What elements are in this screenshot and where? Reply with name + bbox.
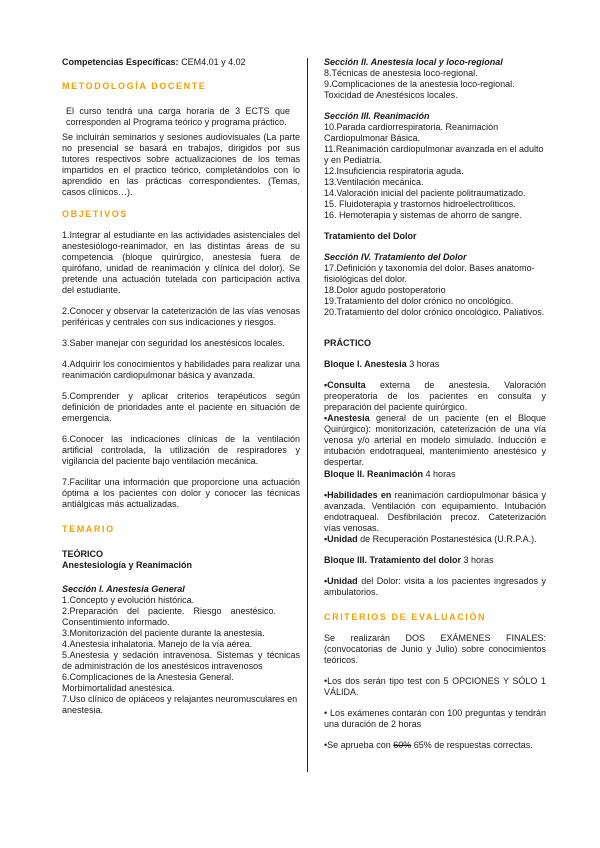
metodologia-paragraph-1: El curso tendrá una carga horaria de 3 ECTS que corresponden al Programa teórico y programa práctico. [66,106,290,127]
objetivo-item: 6.Conocer las indicaciones clínicas de la ventilación artificial controlada, la utilización de respiradores y vigilancia del paciente bajo ventilación mecánica. [62,434,300,466]
criterios-p4-lead: •Se aprueba con [324,740,391,750]
criterios-paragraph-4 [324,740,546,751]
objetivo-item: 5.Comprender y aplicar criterios terapéuticos según definición de prioridades ante el paciente en situación de emergencia. [62,391,300,423]
bloque-1-title: Bloque I. Anestesia [324,359,407,369]
bloque-2-item [324,534,546,545]
seccion-4-item: 19.Tratamiento del dolor crónico no oncológico. [324,296,514,306]
seccion-1-item: 1.Concepto y evolución histórica. [62,595,195,605]
practico-heading: PRÁCTICO [324,338,371,348]
bloque-2-item-lead: •Unidad [324,534,358,544]
bloque-2-title: Bloque II. Reanimación [324,469,424,479]
bloque-3-item-lead: •Unidad [324,576,358,586]
bloque-2-item-text: de Recuperación Postanestésica (U.R.P.A.). [357,534,537,544]
tratamiento-dolor-heading: Tratamiento del Dolor [324,231,417,241]
seccion-3-item: 16. Hemoterapia y sistemas de ahorro de sangre. [324,210,522,220]
seccion-3-item: 11.Reanimación cardiopulmonar avanzada en el adulto y en Pediatría. [324,144,544,165]
seccion-4-item: 20.Tratamiento del dolor crónico oncológico. Paliativos. [324,307,545,317]
right-column [324,57,546,751]
teorico-heading: TEÓRICO [62,549,104,559]
bloque-2-item-lead: •Habilidades en [324,490,392,500]
bloque-2-title-line [324,469,546,480]
seccion-1-item: 3.Monitorización del paciente durante la anestesia. [62,628,265,638]
column-divider [307,58,308,772]
bloque-3-item-text: del Dolor: visita a los pacientes ingresados y ambulatorios. [324,576,546,597]
seccion-4-item: 17.Definición y taxonomía del dolor. Bases anatomo-fisiológicas del dolor. [324,263,535,284]
objetivos-heading: OBJETIVOS [62,209,128,219]
seccion-3-item: 10.Parada cardiorrespiratoria. Reanimación Cardiopulmonar Básica. [324,122,499,143]
criterios-paragraph-2: •Los dos serán tipo test con 5 OPCIONES Y SÓLO 1 VÁLIDA. [324,676,546,697]
objetivos-list [62,230,300,510]
competencias-value: CEM4.01 y 4.02 [181,57,246,67]
bloque-2-item [324,490,546,534]
objetivo-item: 3.Saber manejar con seguridad los anestésicos locales. [62,338,285,348]
criterios-heading: CRITERIOS DE EVALUACIÓN [324,612,487,622]
seccion-3-item: 15. Fluidoterapia y trastornos hidroelectrolíticos. [324,199,516,209]
bloque-1-item-lead: •Anestesia [324,413,370,423]
seccion-3-item: 13.Ventilación mecánica. [324,177,424,187]
seccion-2-item: 8.Técnicas de anestesia loco-regional. [324,68,478,78]
bloque-2-item-text: reanimación cardiopulmonar básica y avanzada. Ventilación con equipamiento. Intubación endotraqueal. Desfibrilación precoz. Cateterización vías venosas. [324,490,546,533]
seccion-3-item: 14.Valoración inicial del paciente politraumatizado. [324,188,526,198]
bloque-3-hours: 3 horas [463,555,494,565]
seccion-1-item: 2.Preparación del paciente. Riesgo anestésico. Consentimiento informado. [62,606,276,627]
seccion-2-title: Sección II. Anestesia local y loco-regional [324,57,503,67]
left-column [62,57,300,716]
criterios-paragraph-3: • Los exámenes contarán con 100 preguntas y tendrán una duración de 2 horas [324,708,546,729]
metodologia-paragraph-2: Se incluirán seminarios y sesiones audiovisuales (La parte no presencial se basará en trabajos, dirigidos por sus tutores respectivos sobre actualizaciones de los temas impartidos en el practico teórico, completándolos con lo aprendido en las prácticas correspondientes. (Temas, casos clínicos…). [62,132,300,197]
bloque-1-item-text: general de un paciente (en el Bloque Quirúrgico): monitorización, cateterización de una vía venosa y/o arterial en modelo simulado. Inducción e intubación endotraqueal, mantenimiento anestésico y despertar. [324,413,546,467]
competencias-line [62,57,300,68]
bloque-3-title: Bloque III. Tratamiento del dolor [324,555,462,565]
seccion-4-title: Sección IV. Tratamiento del Dolor [324,252,467,262]
seccion-2-item: 9.Complicaciones de la anestesia loco-regional. Toxicidad de Anestésicos locales. [324,79,515,100]
temario-heading: TEMARIO [62,524,115,534]
seccion-1-item: 5.Anestesia y sedación intravenosa. Sistemas y técnicas de administración de los anestésicos intravenosos [62,650,300,671]
seccion-1-item: 4.Anestesia inhalatoria. Manejo de la vía aérea. [62,639,253,649]
bloque-1-hours: 3 horas [409,359,440,369]
temario-subtitle: Anestesiología y Reanimación [62,560,193,570]
criterios-p4-rest: 65% de respuestas correctas. [411,740,533,750]
seccion-3-title: Sección III. Reanimación [324,111,430,121]
bloque-1-item [324,380,546,413]
seccion-1-item: 6.Complicaciones de la Anestesia General. Morbimortalidad anestésica. [62,672,234,693]
objetivo-item: 1.Integrar al estudiante en las actividades asistenciales del anestesiólogo-reanimador, en las distintas áreas de su competencia (bloque quirúrgico, anestesia fuera de quirófano, unidad de reanimación y clínica del dolor). Se pretende una actuación tutelada con participación activa del estudiante. [62,230,300,295]
seccion-1-title: Sección I. Anestesia General [62,584,185,594]
bloque-1-title-line [324,359,546,370]
seccion-4-item: 18.Dolor agudo postoperatorio [324,285,446,295]
bloque-1-item-lead: •Consulta [324,380,366,390]
criterios-p4-struck: 60% [393,740,412,750]
bloque-3-title-line [324,555,546,566]
seccion-1-item: 7.Uso clínico de opiáceos y relajantes neuromusculares en anestesia. [62,694,298,715]
metodologia-heading: METODOLOGÍA DOCENTE [62,81,207,91]
bloque-1-item-text: externa de anestesia. Valoración preoperatoria de los pacientes en consulta y preparación del paciente quirúrgico. [324,380,546,412]
seccion-3-item: 12.Insuficiencia respiratoria aguda. [324,166,464,176]
objetivo-item: 2.Conocer y observar la cateterización de las vías venosas periféricas y centrales con sus indicaciones y riesgos. [62,306,300,327]
objetivo-item: 7.Facilitar una información que proporcione una actuación óptima a los pacientes con dolor y conocer las técnicas antiálgicas más actualizadas. [62,477,300,509]
bloque-3-item [324,576,546,598]
bloque-1-item [324,413,546,468]
criterios-paragraph-1: Se realizarán DOS EXÁMENES FINALES: (convocatorias de Junio y Julio) sobre conocimientos teóricos. [324,633,546,665]
objetivo-item: 4.Adquirir los conocimientos y habilidades para realizar una reanimación cardiopulmonar básica y avanzada. [62,359,300,380]
competencias-label: Competencias Específicas: [62,57,179,67]
bloque-2-hours: 4 horas [425,469,456,479]
